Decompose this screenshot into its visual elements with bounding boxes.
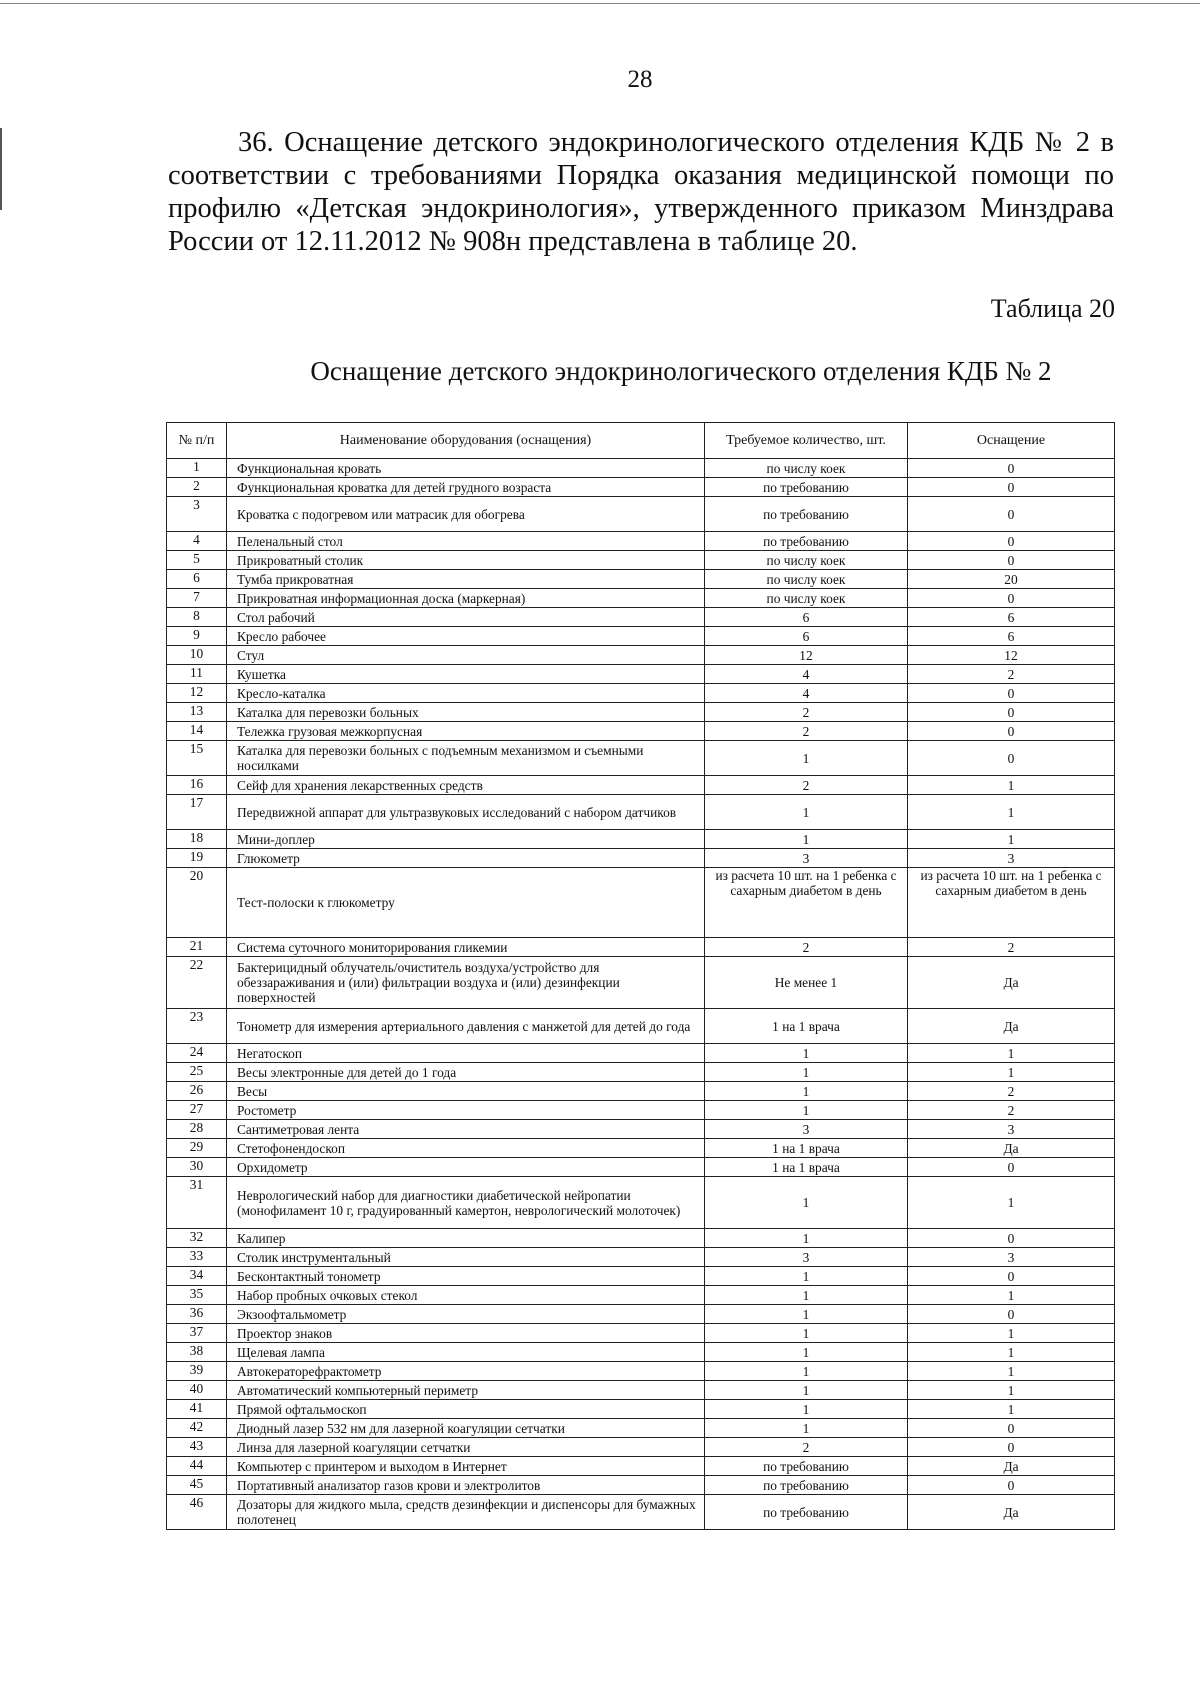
table-row xyxy=(167,589,1115,608)
row-equipment-name: Набор пробных очковых стекол xyxy=(227,1286,705,1305)
table-row xyxy=(167,1305,1115,1324)
row-number: 36 xyxy=(167,1305,227,1324)
row-equipment-name: Сантиметровая лента xyxy=(227,1120,705,1139)
row-required-quantity: 1 xyxy=(705,741,908,776)
row-equipped: 0 xyxy=(908,1229,1115,1248)
table-row xyxy=(167,459,1115,478)
row-required-quantity: по числу коек xyxy=(705,459,908,478)
row-required-quantity: 1 xyxy=(705,1044,908,1063)
row-equipped: 1 xyxy=(908,1381,1115,1400)
row-equipment-name: Компьютер с принтером и выходом в Интернет xyxy=(227,1457,705,1476)
table-row xyxy=(167,1438,1115,1457)
table-row xyxy=(167,1400,1115,1419)
row-required-quantity: 4 xyxy=(705,665,908,684)
row-equipped: 0 xyxy=(908,1438,1115,1457)
table-row xyxy=(167,1082,1115,1101)
row-number: 39 xyxy=(167,1362,227,1381)
table-row xyxy=(167,868,1115,938)
table-row xyxy=(167,532,1115,551)
row-equipment-name: Линза для лазерной коагуляции сетчатки xyxy=(227,1438,705,1457)
row-required-quantity: по требованию xyxy=(705,1476,908,1495)
row-number: 7 xyxy=(167,589,227,608)
row-number: 5 xyxy=(167,551,227,570)
row-equipped: Да xyxy=(908,1009,1115,1044)
row-equipment-name: Портативный анализатор газов крови и электролитов xyxy=(227,1476,705,1495)
row-equipment-name: Орхидометр xyxy=(227,1158,705,1177)
row-equipped: 1 xyxy=(908,795,1115,830)
row-required-quantity: 1 xyxy=(705,1419,908,1438)
row-required-quantity: 2 xyxy=(705,1438,908,1457)
row-equipped: 2 xyxy=(908,938,1115,957)
table-row xyxy=(167,1343,1115,1362)
row-equipped: 1 xyxy=(908,1286,1115,1305)
row-equipment-name: Весы xyxy=(227,1082,705,1101)
row-number: 12 xyxy=(167,684,227,703)
table-row xyxy=(167,703,1115,722)
row-equipped: 0 xyxy=(908,1158,1115,1177)
row-equipment-name: Проектор знаков xyxy=(227,1324,705,1343)
row-equipped: 1 xyxy=(908,1324,1115,1343)
row-equipped: 0 xyxy=(908,741,1115,776)
table-row xyxy=(167,1267,1115,1286)
row-required-quantity: 1 xyxy=(705,1082,908,1101)
row-required-quantity: 1 xyxy=(705,1305,908,1324)
row-equipment-name: Стул xyxy=(227,646,705,665)
row-equipped: 2 xyxy=(908,1101,1115,1120)
row-equipped: 3 xyxy=(908,1248,1115,1267)
table-row xyxy=(167,938,1115,957)
row-required-quantity: Не менее 1 xyxy=(705,957,908,1009)
header-equipped: Оснащение xyxy=(908,423,1115,459)
row-number: 13 xyxy=(167,703,227,722)
row-equipment-name: Система суточного мониторирования гликемии xyxy=(227,938,705,957)
row-number: 33 xyxy=(167,1248,227,1267)
row-number: 22 xyxy=(167,957,227,1009)
row-required-quantity: 1 xyxy=(705,1343,908,1362)
table-header-row xyxy=(167,423,1115,459)
row-required-quantity: 1 xyxy=(705,1101,908,1120)
row-equipped: 1 xyxy=(908,776,1115,795)
row-equipment-name: Тумба прикроватная xyxy=(227,570,705,589)
row-required-quantity: по требованию xyxy=(705,1457,908,1476)
row-equipment-name: Кресло рабочее xyxy=(227,627,705,646)
table-row xyxy=(167,608,1115,627)
row-equipped: 1 xyxy=(908,1044,1115,1063)
row-required-quantity: 1 xyxy=(705,1229,908,1248)
row-equipment-name: Тележка грузовая межкорпусная xyxy=(227,722,705,741)
table-row xyxy=(167,1158,1115,1177)
row-equipment-name: Неврологический набор для диагностики диабетической нейропатии (монофиламент 10 г, градуированный камертон, неврологический молоточек) xyxy=(227,1177,705,1229)
table-row xyxy=(167,1419,1115,1438)
row-equipment-name: Автоматический компьютерный периметр xyxy=(227,1381,705,1400)
row-equipment-name: Щелевая лампа xyxy=(227,1343,705,1362)
row-equipped: 1 xyxy=(908,1362,1115,1381)
row-number: 1 xyxy=(167,459,227,478)
row-required-quantity: 1 xyxy=(705,1286,908,1305)
row-equipped: 0 xyxy=(908,703,1115,722)
table-row xyxy=(167,684,1115,703)
row-equipped: Да xyxy=(908,1457,1115,1476)
row-equipped: 3 xyxy=(908,849,1115,868)
equipment-table xyxy=(166,422,1115,1530)
table-row xyxy=(167,830,1115,849)
row-equipped: 1 xyxy=(908,1400,1115,1419)
row-required-quantity: 2 xyxy=(705,703,908,722)
row-number: 16 xyxy=(167,776,227,795)
table-row xyxy=(167,665,1115,684)
row-equipped: 0 xyxy=(908,497,1115,532)
row-equipment-name: Передвижной аппарат для ультразвуковых исследований с набором датчиков xyxy=(227,795,705,830)
row-required-quantity: 3 xyxy=(705,1120,908,1139)
row-number: 31 xyxy=(167,1177,227,1229)
row-equipped: Да xyxy=(908,1139,1115,1158)
table-row xyxy=(167,1248,1115,1267)
row-number: 20 xyxy=(167,868,227,938)
row-equipment-name: Кушетка xyxy=(227,665,705,684)
row-required-quantity: 1 xyxy=(705,1381,908,1400)
row-required-quantity: 1 xyxy=(705,1177,908,1229)
row-number: 26 xyxy=(167,1082,227,1101)
row-number: 43 xyxy=(167,1438,227,1457)
row-required-quantity: по требованию xyxy=(705,1495,908,1530)
row-equipped: 0 xyxy=(908,532,1115,551)
row-required-quantity: 6 xyxy=(705,627,908,646)
page-number: 28 xyxy=(627,66,653,93)
row-equipment-name: Стетофонендоскоп xyxy=(227,1139,705,1158)
row-equipment-name: Бесконтактный тонометр xyxy=(227,1267,705,1286)
row-required-quantity: 3 xyxy=(705,1248,908,1267)
row-required-quantity: 1 на 1 врача xyxy=(705,1139,908,1158)
table-row xyxy=(167,722,1115,741)
table-row xyxy=(167,795,1115,830)
row-equipment-name: Диодный лазер 532 нм для лазерной коагуляции сетчатки xyxy=(227,1419,705,1438)
scan-margin-mark xyxy=(0,128,2,210)
row-equipment-name: Ростометр xyxy=(227,1101,705,1120)
row-required-quantity: 1 xyxy=(705,1362,908,1381)
row-required-quantity: 1 xyxy=(705,1267,908,1286)
row-equipment-name: Мини-доплер xyxy=(227,830,705,849)
row-equipped: 12 xyxy=(908,646,1115,665)
table-row xyxy=(167,957,1115,1009)
row-required-quantity: по требованию xyxy=(705,532,908,551)
row-equipment-name: Тонометр для измерения артериального давления с манжетой для детей до года xyxy=(227,1009,705,1044)
row-equipment-name: Каталка для перевозки больных с подъемным механизмом и съемными носилками xyxy=(227,741,705,776)
row-equipment-name: Кроватка с подогревом или матрасик для обогрева xyxy=(227,497,705,532)
row-number: 11 xyxy=(167,665,227,684)
row-required-quantity: 6 xyxy=(705,608,908,627)
row-equipped: 0 xyxy=(908,1476,1115,1495)
row-equipment-name: Дозаторы для жидкого мыла, средств дезинфекции и диспенсоры для бумажных полотенец xyxy=(227,1495,705,1530)
row-number: 18 xyxy=(167,830,227,849)
row-equipped: 3 xyxy=(908,1120,1115,1139)
row-equipped: из расчета 10 шт. на 1 ребенка с сахарным диабетом в день xyxy=(908,868,1115,938)
row-number: 30 xyxy=(167,1158,227,1177)
table-row xyxy=(167,1177,1115,1229)
row-number: 28 xyxy=(167,1120,227,1139)
table-row xyxy=(167,1139,1115,1158)
row-number: 41 xyxy=(167,1400,227,1419)
row-equipment-name: Пеленальный стол xyxy=(227,532,705,551)
table-row xyxy=(167,1120,1115,1139)
row-number: 17 xyxy=(167,795,227,830)
row-equipment-name: Кресло-каталка xyxy=(227,684,705,703)
row-equipped: 2 xyxy=(908,1082,1115,1101)
row-number: 14 xyxy=(167,722,227,741)
table-row xyxy=(167,1495,1115,1530)
row-equipped: 0 xyxy=(908,1267,1115,1286)
row-equipped: 0 xyxy=(908,722,1115,741)
row-required-quantity: 1 xyxy=(705,1400,908,1419)
row-required-quantity: 2 xyxy=(705,938,908,957)
row-required-quantity: 1 xyxy=(705,795,908,830)
row-required-quantity: 3 xyxy=(705,849,908,868)
header-required: Требуемое количество, шт. xyxy=(705,423,908,459)
table-row xyxy=(167,1101,1115,1120)
row-equipped: 0 xyxy=(908,1305,1115,1324)
row-equipment-name: Автокераторефрактометр xyxy=(227,1362,705,1381)
row-number: 37 xyxy=(167,1324,227,1343)
row-number: 21 xyxy=(167,938,227,957)
table-row xyxy=(167,1362,1115,1381)
intro-paragraph: 36. Оснащение детского эндокринологического отделения КДБ № 2 в соответствии с требованиями Порядка оказания медицинской помощи по профилю «Детская эндокринология», утвержденного приказом Минздрава России от 12.11.2012 № 908н представлена в таблице 20. xyxy=(168,127,1114,257)
scan-edge-line xyxy=(0,3,1200,4)
table-title: Оснащение детского эндокринологического отделения КДБ № 2 xyxy=(310,356,1052,386)
table-row xyxy=(167,551,1115,570)
row-number: 27 xyxy=(167,1101,227,1120)
row-number: 10 xyxy=(167,646,227,665)
row-required-quantity: 1 xyxy=(705,1324,908,1343)
table-row xyxy=(167,1229,1115,1248)
table-row xyxy=(167,1286,1115,1305)
table-row xyxy=(167,1457,1115,1476)
row-number: 25 xyxy=(167,1063,227,1082)
row-equipped: Да xyxy=(908,957,1115,1009)
row-required-quantity: по требованию xyxy=(705,497,908,532)
row-required-quantity: по числу коек xyxy=(705,551,908,570)
row-equipment-name: Прикроватная информационная доска (маркерная) xyxy=(227,589,705,608)
table-row xyxy=(167,1476,1115,1495)
header-name: Наименование оборудования (оснащения) xyxy=(227,423,705,459)
row-equipment-name: Тест-полоски к глюкометру xyxy=(227,868,705,938)
row-equipped: 2 xyxy=(908,665,1115,684)
row-required-quantity: 4 xyxy=(705,684,908,703)
row-required-quantity: по требованию xyxy=(705,478,908,497)
row-number: 38 xyxy=(167,1343,227,1362)
row-number: 19 xyxy=(167,849,227,868)
row-required-quantity: 2 xyxy=(705,722,908,741)
table-row xyxy=(167,1381,1115,1400)
row-number: 2 xyxy=(167,478,227,497)
row-equipped: 6 xyxy=(908,608,1115,627)
row-number: 23 xyxy=(167,1009,227,1044)
header-num: № п/п xyxy=(167,423,227,459)
row-number: 6 xyxy=(167,570,227,589)
row-equipped: Да xyxy=(908,1495,1115,1530)
row-number: 9 xyxy=(167,627,227,646)
row-equipment-name: Прикроватный столик xyxy=(227,551,705,570)
row-equipment-name: Экзоофтальмометр xyxy=(227,1305,705,1324)
row-number: 8 xyxy=(167,608,227,627)
row-required-quantity: из расчета 10 шт. на 1 ребенка с сахарным диабетом в день xyxy=(705,868,908,938)
row-equipped: 0 xyxy=(908,459,1115,478)
row-equipped: 20 xyxy=(908,570,1115,589)
row-equipped: 6 xyxy=(908,627,1115,646)
row-equipment-name: Столик инструментальный xyxy=(227,1248,705,1267)
row-required-quantity: 1 xyxy=(705,1063,908,1082)
table-row xyxy=(167,570,1115,589)
row-equipment-name: Бактерицидный облучатель/очиститель воздуха/устройство для обеззараживания и (или) фильтрации воздуха и (или) дезинфекции поверхностей xyxy=(227,957,705,1009)
row-equipment-name: Негатоскоп xyxy=(227,1044,705,1063)
row-equipped: 1 xyxy=(908,1177,1115,1229)
row-equipped: 1 xyxy=(908,830,1115,849)
row-equipment-name: Функциональная кровать xyxy=(227,459,705,478)
table-row xyxy=(167,849,1115,868)
row-required-quantity: по числу коек xyxy=(705,570,908,589)
row-equipped: 0 xyxy=(908,551,1115,570)
row-equipment-name: Прямой офтальмоскоп xyxy=(227,1400,705,1419)
row-equipped: 0 xyxy=(908,684,1115,703)
row-number: 29 xyxy=(167,1139,227,1158)
row-equipment-name: Стол рабочий xyxy=(227,608,705,627)
row-equipped: 0 xyxy=(908,1419,1115,1438)
row-required-quantity: 1 на 1 врача xyxy=(705,1158,908,1177)
row-number: 42 xyxy=(167,1419,227,1438)
row-equipped: 0 xyxy=(908,478,1115,497)
row-number: 35 xyxy=(167,1286,227,1305)
row-number: 34 xyxy=(167,1267,227,1286)
row-equipment-name: Каталка для перевозки больных xyxy=(227,703,705,722)
row-number: 4 xyxy=(167,532,227,551)
row-equipment-name: Глюкометр xyxy=(227,849,705,868)
row-required-quantity: по числу коек xyxy=(705,589,908,608)
row-number: 46 xyxy=(167,1495,227,1530)
row-number: 32 xyxy=(167,1229,227,1248)
row-equipped: 1 xyxy=(908,1343,1115,1362)
table-row xyxy=(167,478,1115,497)
row-number: 24 xyxy=(167,1044,227,1063)
table-row xyxy=(167,1009,1115,1044)
table-row xyxy=(167,1044,1115,1063)
row-required-quantity: 1 на 1 врача xyxy=(705,1009,908,1044)
row-equipped: 0 xyxy=(908,589,1115,608)
row-number: 40 xyxy=(167,1381,227,1400)
row-number: 15 xyxy=(167,741,227,776)
table-row xyxy=(167,1324,1115,1343)
table-row xyxy=(167,627,1115,646)
row-required-quantity: 1 xyxy=(705,830,908,849)
row-number: 3 xyxy=(167,497,227,532)
table-row xyxy=(167,776,1115,795)
row-equipment-name: Калипер xyxy=(227,1229,705,1248)
row-required-quantity: 2 xyxy=(705,776,908,795)
row-equipment-name: Сейф для хранения лекарственных средств xyxy=(227,776,705,795)
table-body xyxy=(167,459,1115,1530)
table-row xyxy=(167,497,1115,532)
table-row xyxy=(167,646,1115,665)
table-row xyxy=(167,1063,1115,1082)
table-label: Таблица 20 xyxy=(990,294,1115,323)
row-number: 45 xyxy=(167,1476,227,1495)
row-number: 44 xyxy=(167,1457,227,1476)
row-equipment-name: Функциональная кроватка для детей грудного возраста xyxy=(227,478,705,497)
row-equipment-name: Весы электронные для детей до 1 года xyxy=(227,1063,705,1082)
row-required-quantity: 12 xyxy=(705,646,908,665)
table-row xyxy=(167,741,1115,776)
row-equipped: 1 xyxy=(908,1063,1115,1082)
